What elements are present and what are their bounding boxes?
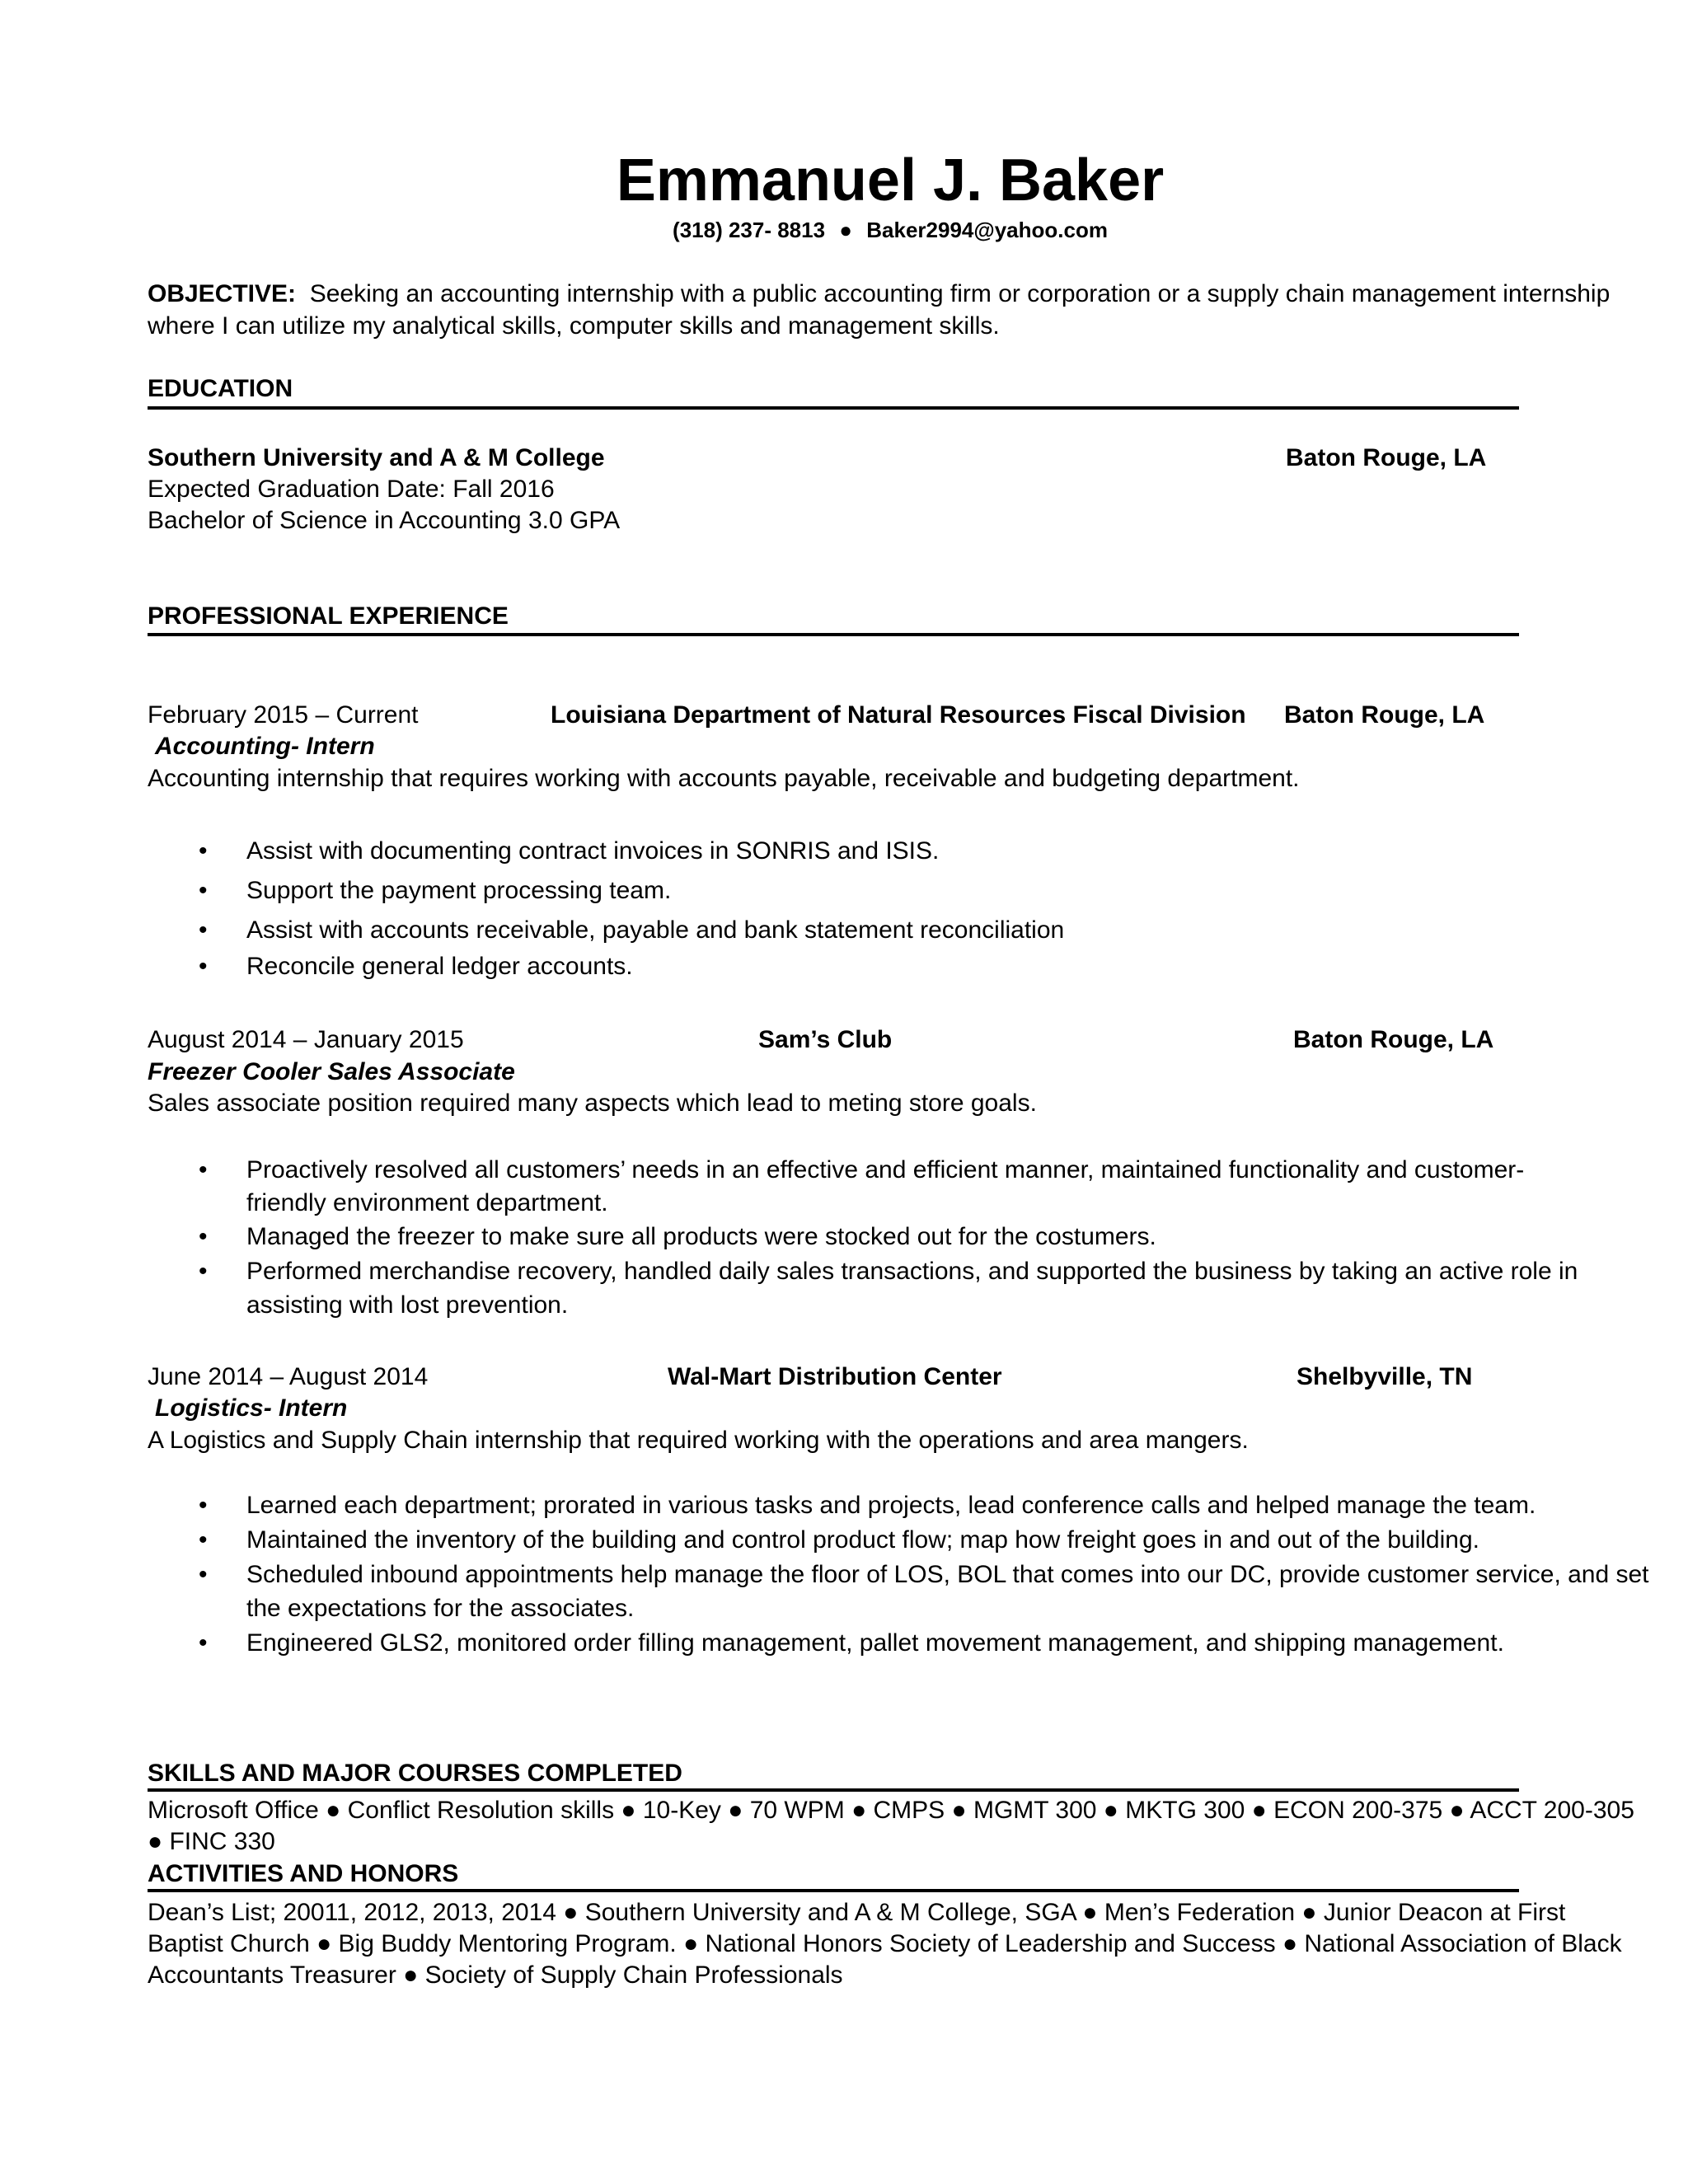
job-3-summary: A Logistics and Supply Chain internship that required working with the operations and area mangers. (148, 1427, 1249, 1454)
email-address: Baker2994@yahoo.com (866, 218, 1108, 242)
job-2-bullet-3-cont: assisting with lost prevention. (246, 1291, 569, 1319)
job-3-bullet-4-marker: • (199, 1629, 208, 1657)
job-1-bullet-4-marker: • (199, 953, 208, 980)
contact-separator: ● (839, 218, 853, 242)
job-3-employer: Wal-Mart Distribution Center (668, 1363, 1002, 1390)
objective-text-1: Seeking an accounting internship with a public accounting firm or corporation or a supply chain management internship (309, 280, 1611, 307)
job-3-bullet-3-cont: the expectations for the associates. (246, 1595, 635, 1622)
job-3-bullet-2-marker: • (199, 1526, 208, 1554)
job-2-bullet-1: Proactively resolved all customers’ needs in an effective and efficient manner, maintained functionality and customer- (246, 1156, 1525, 1183)
job-1-employer: Louisiana Department of Natural Resources Fiscal Division (551, 701, 1246, 729)
experience-heading: PROFESSIONAL EXPERIENCE (148, 602, 509, 630)
activities-line-2: Baptist Church ● Big Buddy Mentoring Program. ● National Honors Society of Leadership and Success ● National Association of Black (148, 1930, 1622, 1957)
objective-line-2: where I can utilize my analytical skills, computer skills and management skills. (148, 312, 1000, 340)
skills-line-2: ● FINC 330 (148, 1828, 275, 1855)
job-2-bullet-3: Performed merchandise recovery, handled daily sales transactions, and supported the business by taking an active role in (246, 1258, 1578, 1285)
objective-label: OBJECTIVE: (148, 280, 297, 307)
job-2-bullet-1-cont: friendly environment department. (246, 1189, 608, 1216)
job-2-summary: Sales associate position required many aspects which lead to meting store goals. (148, 1090, 1037, 1117)
phone-number: (318) 237- 8813 (673, 218, 826, 242)
resume-name: Emmanuel J. Baker (616, 148, 1165, 213)
experience-rule (148, 633, 1519, 636)
job-2-location: Baton Rouge, LA (1293, 1026, 1494, 1053)
education-degree: Bachelor of Science in Accounting 3.0 GPA (148, 507, 621, 534)
job-1-bullet-3: Assist with accounts receivable, payable and bank statement reconciliation (246, 916, 1065, 944)
skills-line-1: Microsoft Office ● Conflict Resolution skills ● 10-Key ● 70 WPM ● CMPS ● MGMT 300 ● MKTG 300 ● ECON 200-375 ● ACCT 200-305 (148, 1797, 1634, 1824)
job-1-bullet-1-marker: • (199, 837, 208, 865)
job-2-title: Freezer Cooler Sales Associate (148, 1058, 515, 1085)
job-3-bullet-4: Engineered GLS2, monitored order filling management, pallet movement management, and shipping management. (246, 1629, 1504, 1657)
activities-heading: ACTIVITIES AND HONORS (148, 1860, 459, 1887)
skills-heading: SKILLS AND MAJOR COURSES COMPLETED (148, 1760, 682, 1787)
job-1-title: Accounting- Intern (155, 733, 375, 760)
activities-rule (148, 1889, 1519, 1892)
education-location: Baton Rouge, LA (1286, 444, 1487, 471)
job-1-bullet-3-marker: • (199, 916, 208, 944)
job-3-bullet-2: Maintained the inventory of the building and control product flow; map how freight goes in and out of the building. (246, 1526, 1479, 1554)
job-2-dates: August 2014 – January 2015 (148, 1026, 464, 1053)
job-2-bullet-3-marker: • (199, 1258, 208, 1285)
job-3-bullet-1-marker: • (199, 1492, 208, 1519)
activities-line-3: Accountants Treasurer ● Society of Supply Chain Professionals (148, 1961, 843, 1989)
job-2-bullet-2: Managed the freezer to make sure all products were stocked out for the costumers. (246, 1223, 1156, 1250)
contact-line (0, 218, 1688, 243)
job-3-title: Logistics- Intern (155, 1394, 348, 1422)
education-rule (148, 406, 1519, 410)
job-2-employer: Sam’s Club (758, 1026, 893, 1053)
job-1-bullet-2-marker: • (199, 877, 208, 904)
skills-rule (148, 1788, 1519, 1792)
education-graduation: Expected Graduation Date: Fall 2016 (148, 476, 555, 503)
education-heading: EDUCATION (148, 375, 293, 402)
job-2-bullet-2-marker: • (199, 1223, 208, 1250)
education-school: Southern University and A & M College (148, 444, 605, 471)
job-1-summary: Accounting internship that requires working with accounts payable, receivable and budgeting department. (148, 765, 1300, 792)
job-1-bullet-2: Support the payment processing team. (246, 877, 672, 904)
objective-line-1 (148, 280, 1610, 308)
job-2-bullet-1-marker: • (199, 1156, 208, 1183)
job-3-dates: June 2014 – August 2014 (148, 1363, 429, 1390)
job-1-bullet-4: Reconcile general ledger accounts. (246, 953, 633, 980)
job-3-bullet-3: Scheduled inbound appointments help manage the floor of LOS, BOL that comes into our DC, provide customer service, and set (246, 1561, 1649, 1588)
job-1-dates: February 2015 – Current (148, 701, 419, 729)
job-1-bullet-1: Assist with documenting contract invoices in SONRIS and ISIS. (246, 837, 940, 865)
job-3-bullet-1: Learned each department; prorated in various tasks and projects, lead conference calls and helped manage the team. (246, 1492, 1536, 1519)
activities-line-1: Dean’s List; 20011, 2012, 2013, 2014 ● Southern University and A & M College, SGA ● Men’s Federation ● Junior Deacon at First (148, 1899, 1566, 1926)
job-1-location: Baton Rouge, LA (1284, 701, 1485, 729)
job-3-location: Shelbyville, TN (1296, 1363, 1473, 1390)
job-3-bullet-3-marker: • (199, 1561, 208, 1588)
